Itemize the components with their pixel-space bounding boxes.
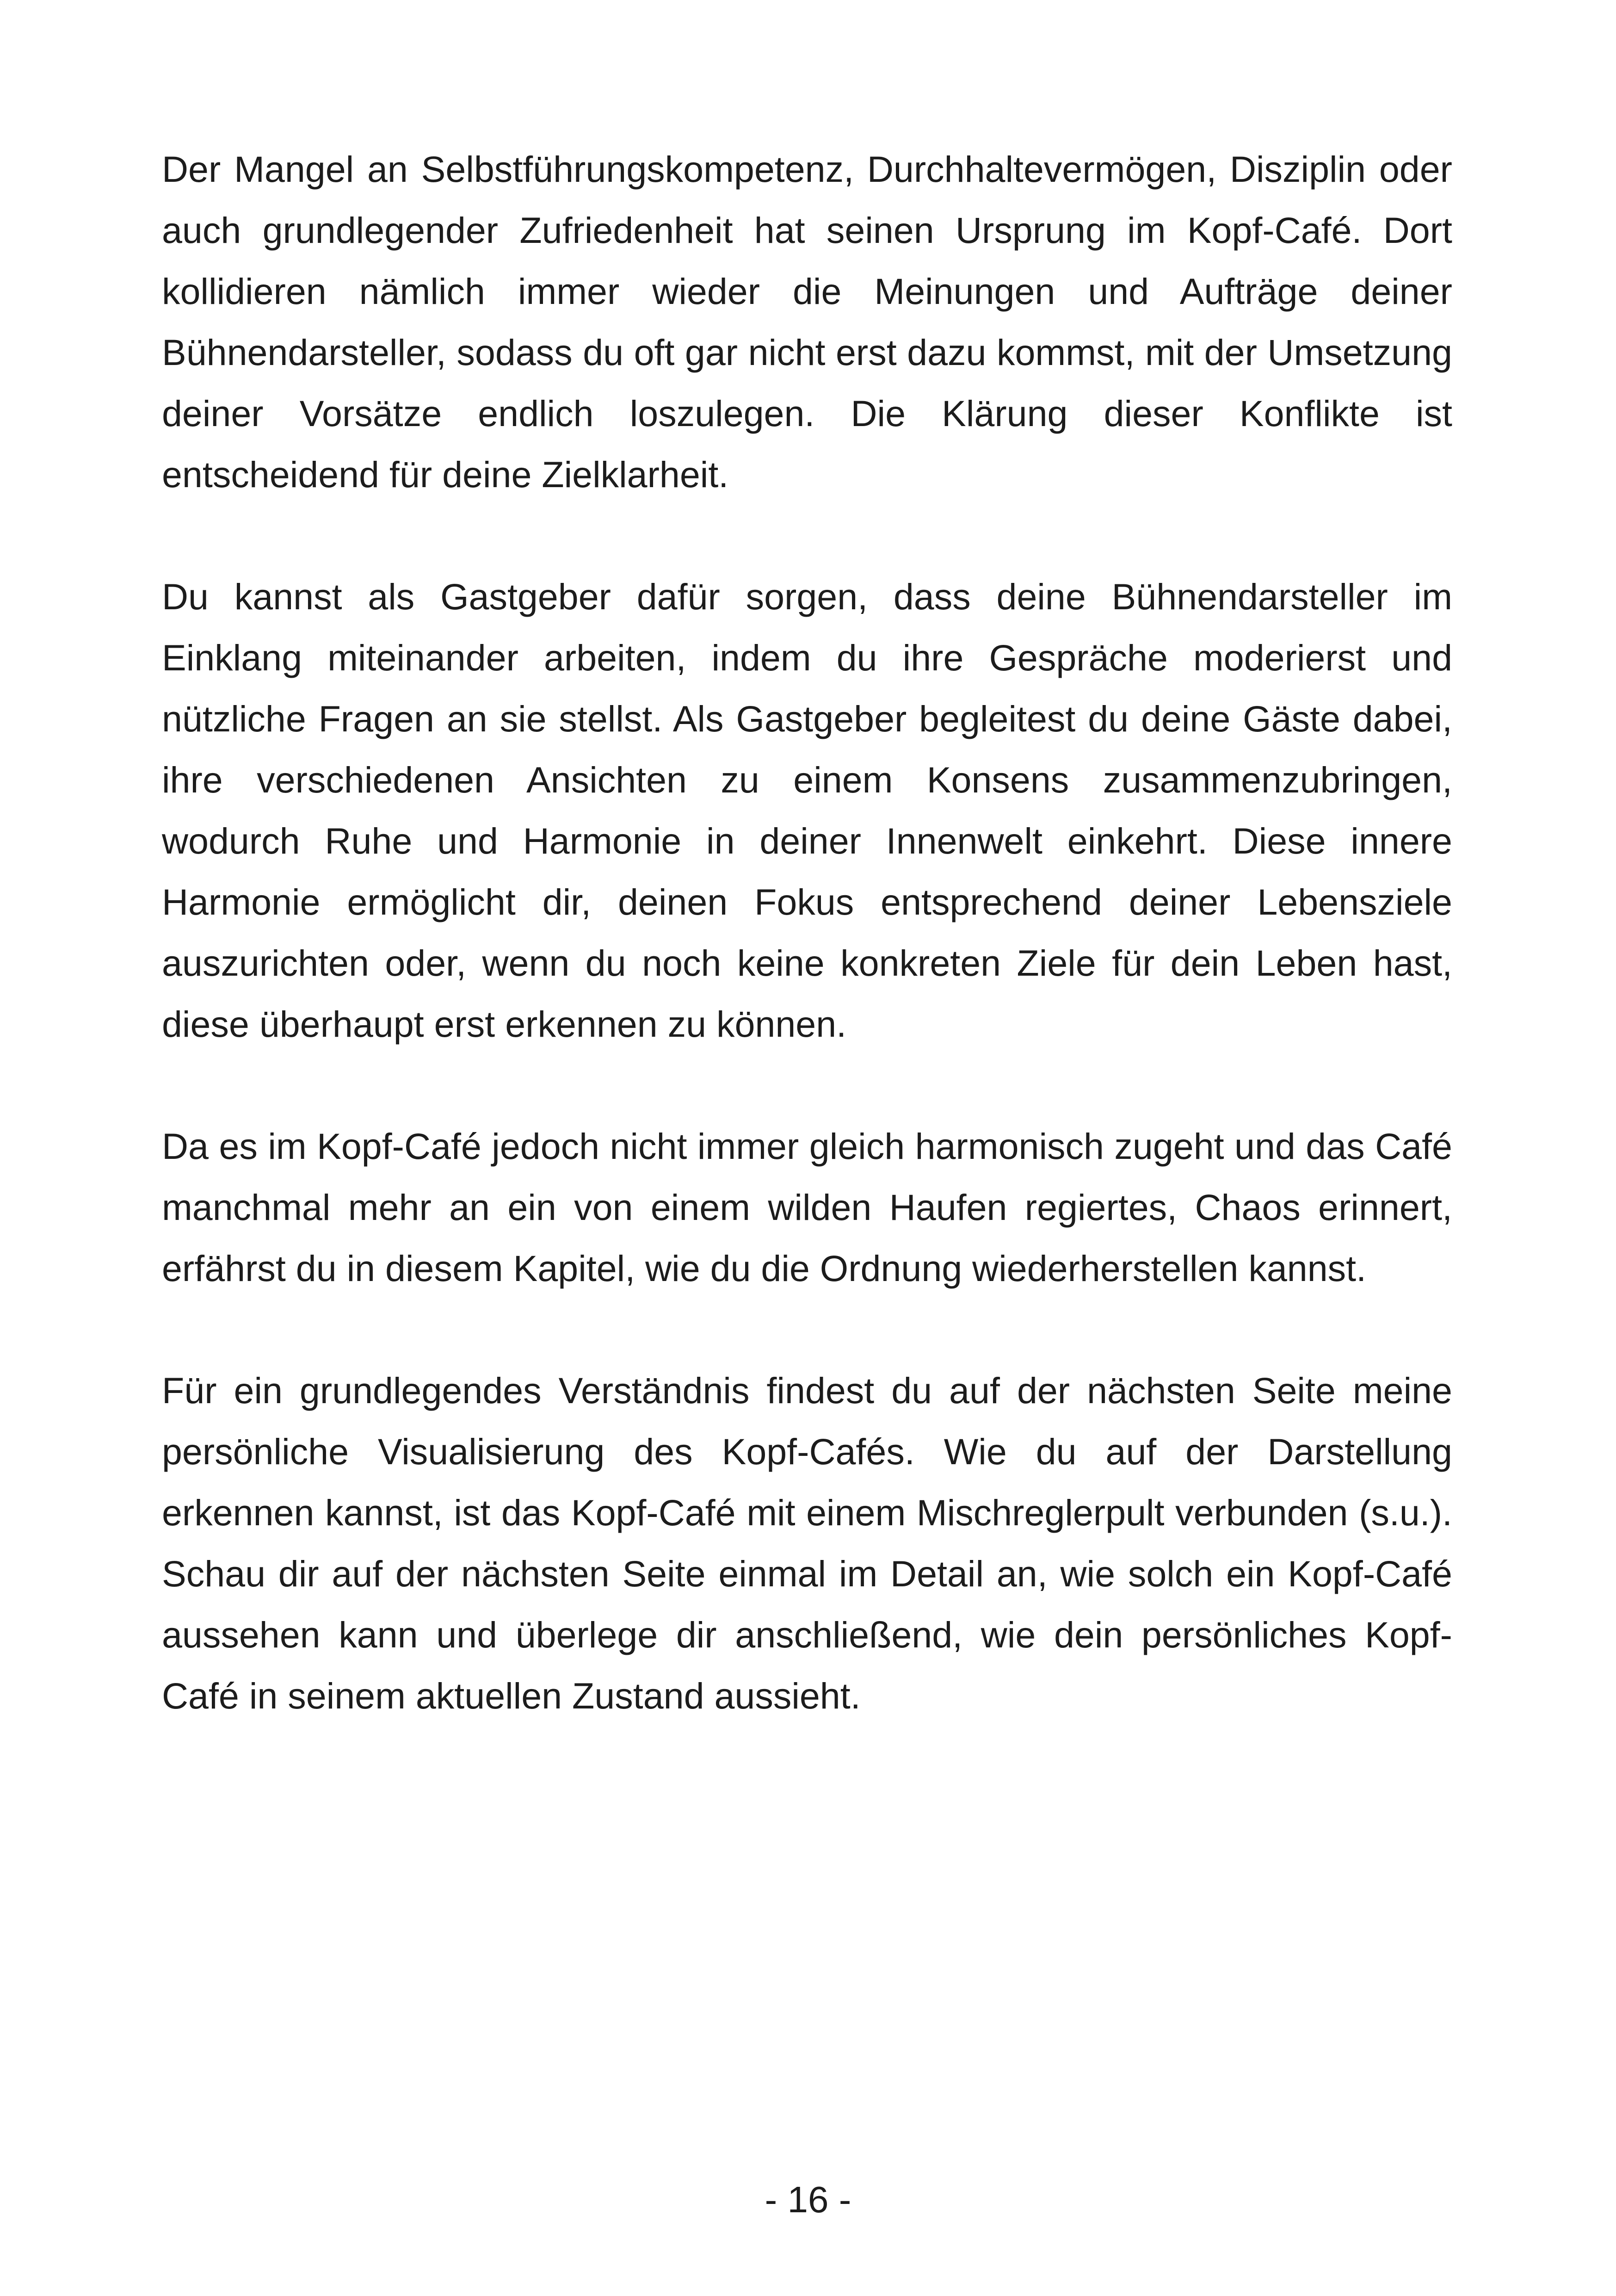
paragraph-1: Der Mangel an Selbstführungskompetenz, Durchhaltevermögen, Disziplin oder auch grundlegender Zufriedenheit hat seinen Ursprung im Kopf-Café. Dort kollidieren nämlich immer wieder die Meinungen und Aufträge deiner Bühnendarsteller, sodass du oft gar nicht erst dazu kommst, mit der Umsetzung deiner Vorsätze endlich loszulegen. Die Klärung dieser Konflikte ist entscheidend für deine Zielklarheit. xyxy=(162,149,1452,495)
page-number: - 16 - xyxy=(765,2179,851,2220)
paragraph-2: Du kannst als Gastgeber dafür sorgen, dass deine Bühnendarsteller im Einklang miteinander arbeiten, indem du ihre Gespräche moderierst und nützliche Fragen an sie stellst. Als Gastgeber begleitest du deine Gäste dabei, ihre verschiedenen Ansichten zu einem Konsens zusammenzubringen, wodurch Ruhe und Harmonie in deiner Innenwelt einkehrt. Diese innere Harmonie ermöglicht dir, deinen Fokus entsprechend deiner Lebensziele auszurichten oder, wenn du noch keine konkreten Ziele für dein Leben hast, diese überhaupt erst erkennen zu können. xyxy=(162,576,1452,1045)
body-text xyxy=(162,139,1452,1727)
paragraph-3: Da es im Kopf-Café jedoch nicht immer gleich harmonisch zugeht und das Café manchmal mehr an ein von einem wilden Haufen regiertes, Chaos erinnert, erfährst du in diesem Kapitel, wie du die Ordnung wiederherstellen kannst. xyxy=(162,1126,1452,1289)
paragraph-4: Für ein grundlegendes Verständnis findest du auf der nächsten Seite meine persönliche Visualisierung des Kopf-Cafés. Wie du auf der Darstellung erkennen kannst, ist das Kopf-Café mit einem Mischreglerpult verbunden (s.u.). Schau dir auf der nächsten Seite einmal im Detail an, wie solch ein Kopf-Café aussehen kann und überlege dir anschließend, wie dein persönliches Kopf-Café in seinem aktuellen Zustand aussieht. xyxy=(162,1370,1452,1716)
